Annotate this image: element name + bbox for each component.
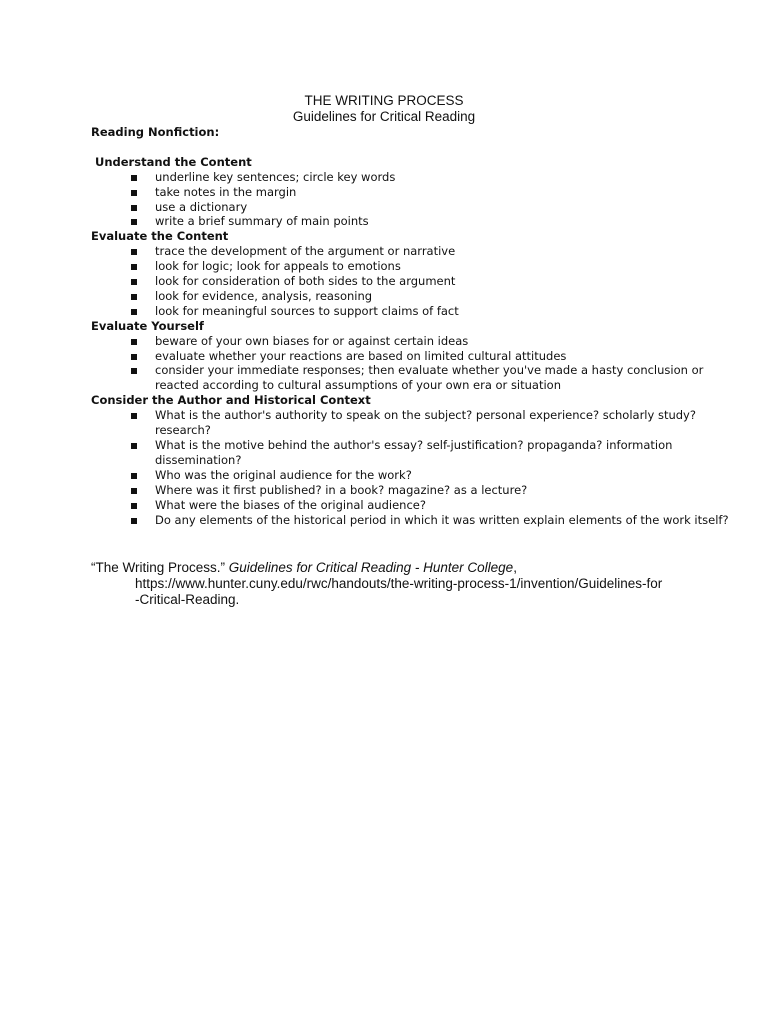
square-bullet-icon (131, 219, 137, 225)
list-item (91, 214, 731, 229)
square-bullet-icon (131, 279, 137, 285)
list-item (91, 438, 731, 468)
list-item-text: beware of your own biases for or against certain ideas (155, 333, 469, 348)
list-understand (91, 170, 731, 230)
citation-separator: , (513, 560, 517, 575)
square-bullet-icon (131, 503, 137, 509)
list-item-text: Who was the original audience for the work? (155, 467, 412, 482)
section-heading-author-context: Consider the Author and Historical Context (91, 393, 371, 408)
list-item-text: look for evidence, analysis, reasoning (155, 288, 373, 303)
list-item-text: write a brief summary of main points (155, 214, 369, 229)
list-item (91, 185, 731, 200)
citation-url-line-2: -Critical-Reading. (135, 592, 240, 607)
list-item-text: use a dictionary (155, 199, 248, 214)
square-bullet-icon (131, 264, 137, 270)
square-bullet-icon (131, 294, 137, 300)
list-item (91, 259, 731, 274)
list-item-text: look for meaningful sources to support claims of fact (155, 303, 459, 318)
citation-source: Guidelines for Critical Reading - Hunter College (228, 560, 514, 575)
section-heading-evaluate-yourself: Evaluate Yourself (91, 318, 204, 333)
square-bullet-icon (131, 309, 137, 315)
square-bullet-icon (131, 368, 137, 374)
list-item-text: trace the development of the argument or narrative (155, 244, 456, 259)
list-evaluate-content (91, 244, 731, 319)
list-item (91, 468, 731, 483)
section-label: Reading Nonfiction: (91, 125, 220, 139)
square-bullet-icon (131, 175, 137, 181)
section-heading-understand: Understand the Content (95, 154, 252, 169)
list-item (91, 289, 731, 304)
list-item (91, 363, 731, 393)
square-bullet-icon (131, 339, 137, 345)
document-title: THE WRITING PROCESS (304, 93, 464, 108)
list-item (91, 200, 731, 215)
list-item-text: consider your immediate responses; then evaluate whether you've made a hasty conclusion or reacted according to cultural assumptions of your own era or situation (155, 363, 704, 393)
blank-line (91, 140, 731, 155)
list-item-text: look for consideration of both sides to the argument (155, 274, 456, 289)
list-item (91, 170, 731, 185)
works-cited-entry (91, 560, 691, 608)
list-item-text: Do any elements of the historical period in which it was written explain elements of the work itself? (155, 512, 729, 527)
square-bullet-icon (131, 249, 137, 255)
list-item (91, 304, 731, 319)
list-item-text: evaluate whether your reactions are based on limited cultural attitudes (155, 348, 567, 363)
list-item-text: look for logic; look for appeals to emotions (155, 259, 401, 274)
list-item (91, 408, 731, 438)
square-bullet-icon (131, 488, 137, 494)
list-item-text: What is the motive behind the author's essay? self-justification? propaganda? information dissemination? (155, 438, 673, 467)
list-evaluate-yourself (91, 334, 731, 394)
square-bullet-icon (131, 413, 137, 419)
square-bullet-icon (131, 473, 137, 479)
list-item-text: What is the author's authority to speak on the subject? personal experience? scholarly study? research? (155, 408, 696, 438)
list-item-text: Where was it first published? in a book? magazine? as a lecture? (155, 482, 528, 497)
square-bullet-icon (131, 354, 137, 360)
list-item (91, 498, 731, 513)
square-bullet-icon (131, 443, 137, 449)
list-item (91, 274, 731, 289)
list-item (91, 483, 731, 498)
square-bullet-icon (131, 190, 137, 196)
citation-url-line-1: https://www.hunter.cuny.edu/rwc/handouts/the-writing-process-1/invention/Guidelines-for (135, 576, 663, 591)
list-author-context (91, 408, 731, 527)
citation-line (91, 560, 691, 576)
list-item (91, 334, 731, 349)
list-item (91, 513, 731, 528)
list-item-text: underline key sentences; circle key words (155, 169, 396, 184)
square-bullet-icon (131, 518, 137, 524)
document-subtitle: Guidelines for Critical Reading (292, 109, 476, 124)
section-heading-evaluate-content: Evaluate the Content (91, 229, 229, 244)
citation-title: “The Writing Process.” (91, 560, 226, 575)
list-item-text: take notes in the margin (155, 184, 297, 199)
document-body (91, 125, 731, 527)
list-item (91, 244, 731, 259)
list-item-text: What were the biases of the original audience? (155, 497, 426, 512)
list-item (91, 349, 731, 364)
square-bullet-icon (131, 205, 137, 211)
